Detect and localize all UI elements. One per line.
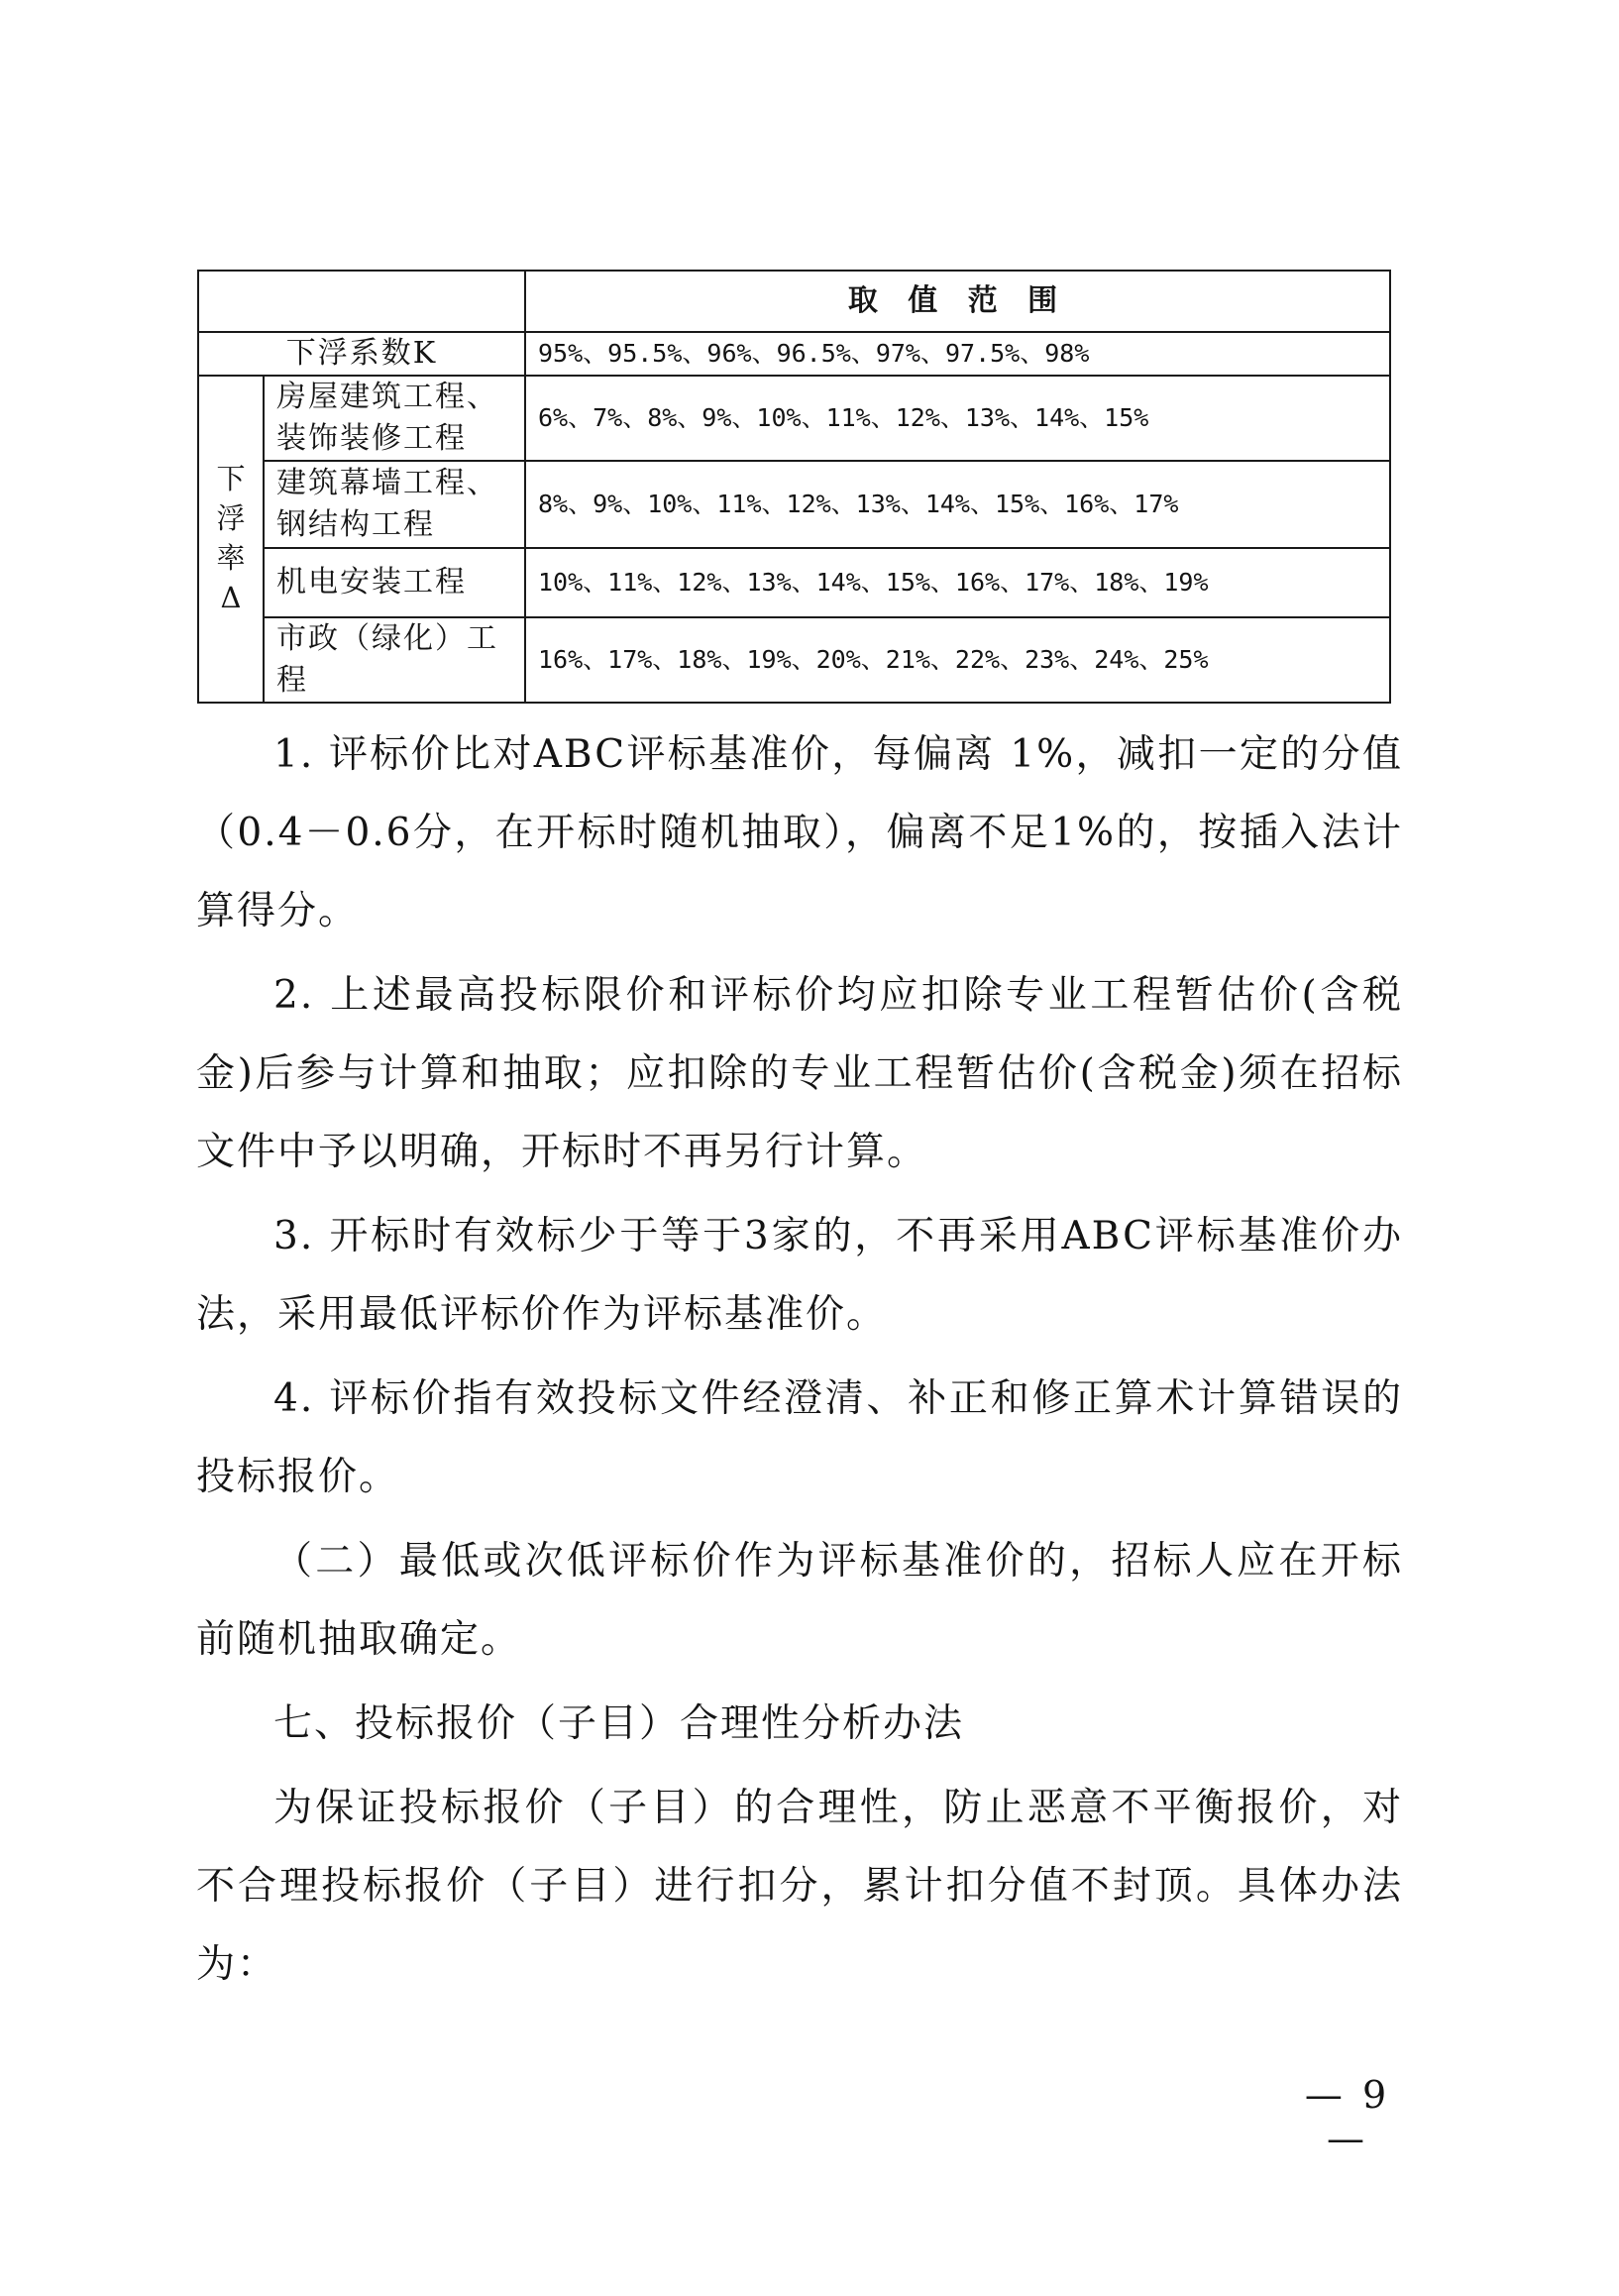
table-row (198, 548, 1390, 617)
coefficient-row (198, 332, 1390, 376)
coefficient-values: 95%、95.5%、96%、96.5%、97%、97.5%、98% (525, 332, 1390, 376)
paragraph: 为保证投标报价（子目）的合理性，防止恶意不平衡报价，对不合理投标报价（子目）进行扣分，累计扣分值不封顶。具体办法为： (196, 1786, 1403, 1987)
table-header-empty-cell (198, 271, 525, 332)
rate-values-cell: 16%、17%、18%、19%、20%、21%、22%、23%、24%、25% (525, 617, 1390, 703)
body-text (196, 715, 1403, 2010)
table-header-row (198, 271, 1390, 332)
rate-group-char: 浮 (216, 500, 246, 535)
paragraph: 3. 开标时有效标少于等于3家的，不再采用ABC评标基准价办法，采用最低评标价作为评标基准价。 (196, 1214, 1403, 1337)
paragraph: （二）最低或次低评标价作为评标基准价的，招标人应在开标前随机抽取确定。 (196, 1539, 1403, 1662)
category-cell: 市政（绿化）工程 (264, 617, 525, 703)
rate-group-char: 下 (216, 461, 246, 495)
category-cell: 房屋建筑工程、装饰装修工程 (264, 376, 525, 461)
section-heading: 七、投标报价（子目）合理性分析办法 (273, 1701, 965, 1746)
paragraph: 4. 评标价指有效投标文件经澄清、补正和修正算术计算错误的投标报价。 (196, 1376, 1403, 1499)
category-cell: 建筑幕墙工程、钢结构工程 (264, 461, 525, 548)
category-cell: 机电安装工程 (264, 548, 525, 617)
table-row (198, 617, 1390, 703)
rate-values-cell: 8%、9%、10%、11%、12%、13%、14%、15%、16%、17% (525, 461, 1390, 548)
range-header: 取 值 范 围 (525, 271, 1390, 332)
table-row (198, 376, 1390, 461)
paragraph: 2. 上述最高投标限价和评标价均应扣除专业工程暂估价(含税金)后参与计算和抽取；应扣除的专业工程暂估价(含税金)须在招标文件中予以明确，开标时不再另行计算。 (196, 973, 1403, 1174)
coefficient-label: 下浮系数K (198, 332, 525, 376)
table-row (198, 461, 1390, 548)
rate-group-label (198, 376, 264, 703)
rate-values-cell: 10%、11%、12%、13%、14%、15%、16%、17%、18%、19% (525, 548, 1390, 617)
page-number: — 9 — (1304, 2073, 1391, 2160)
rate-group-char: 率 (216, 540, 246, 575)
rate-table (197, 270, 1391, 704)
paragraph: 1. 评标价比对ABC评标基准价，每偏离 1%，减扣一定的分值（0.4－0.6分，在开标时随机抽取），偏离不足1%的，按插入法计算得分。 (196, 732, 1403, 933)
rate-group-char: Δ (220, 580, 242, 614)
rate-values-cell: 6%、7%、8%、9%、10%、11%、12%、13%、14%、15% (525, 376, 1390, 461)
